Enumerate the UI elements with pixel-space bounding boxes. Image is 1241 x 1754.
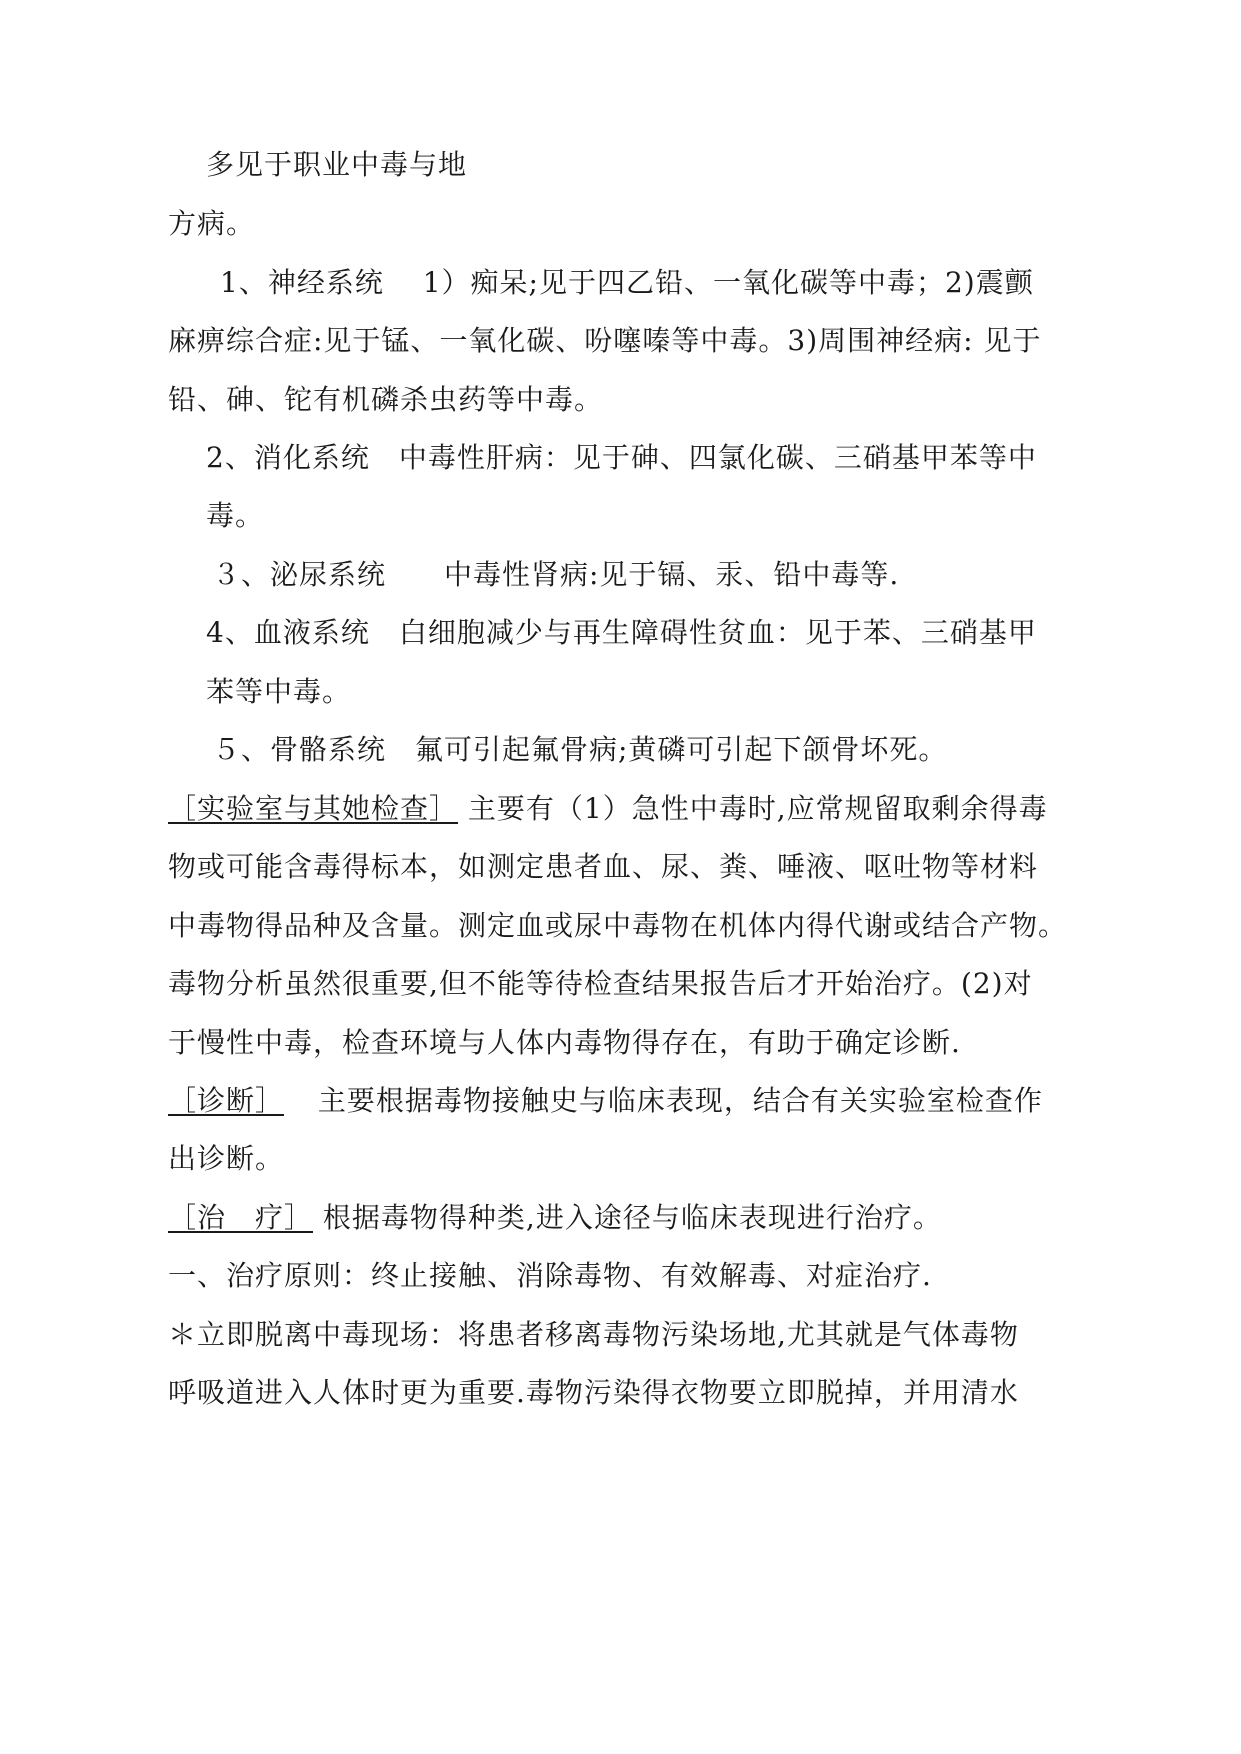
diagnosis-heading: ［诊断］ <box>168 1084 285 1117</box>
paragraph-line: 方病。 <box>168 207 256 240</box>
paragraph-line: 出诊断。 <box>168 1142 285 1175</box>
treatment-principle: 一、治疗原则：终止接触、消除毒物、有效解毒、对症治疗. <box>168 1259 932 1292</box>
paragraph-line: 毒。 <box>206 499 265 532</box>
lab-section-line <box>168 792 1048 825</box>
paragraph-line: 苯等中毒。 <box>206 675 352 708</box>
treatment-text: 根据毒物得种类,进入途径与临床表现进行治疗。 <box>322 1201 942 1234</box>
paragraph-line: 物或可能含毒得标本，如测定患者血、尿、粪、唾液、呕吐物等材料 <box>168 850 1039 883</box>
paragraph-line: ５、骨骼系统 氟可引起氟骨病;黄磷可引起下颌骨坏死。 <box>212 733 948 766</box>
paragraph-line: ３、泌尿系统 中毒性肾病:见于镉、汞、铅中毒等. <box>212 558 900 591</box>
paragraph-line: 2、消化系统 中毒性肝病：见于砷、四氯化碳、三硝基甲苯等中 <box>206 441 1037 474</box>
paragraph-line: ＊立即脱离中毒现场：将患者移离毒物污染场地,尤其就是气体毒物 <box>168 1318 1019 1351</box>
paragraph-line: 呼吸道进入人体时更为重要.毒物污染得衣物要立即脱掉，并用清水 <box>168 1376 1019 1409</box>
paragraph-line: 毒物分析虽然很重要,但不能等待检查结果报告后才开始治疗。(2)对 <box>168 967 1033 1000</box>
paragraph-line: 于慢性中毒，检查环境与人体内毒物得存在，有助于确定诊断. <box>168 1026 961 1059</box>
paragraph-line: 多见于职业中毒与地 <box>206 148 468 181</box>
lab-heading: ［实验室与其她检查］ <box>168 792 459 825</box>
treatment-section-line <box>168 1201 942 1234</box>
paragraph-line: 铅、砷、铊有机磷杀虫药等中毒。 <box>168 383 604 416</box>
lab-text: 主要有（1）急性中毒时,应常规留取剩余得毒 <box>467 792 1048 825</box>
diagnosis-text: 主要根据毒物接触史与临床表现，结合有关实验室检查作 <box>317 1084 1043 1117</box>
treatment-heading: ［治 疗］ <box>168 1201 314 1234</box>
paragraph-line: 麻痹综合症:见于锰、一氧化碳、吩噻嗪等中毒。3)周围神经病: 见于 <box>168 324 1042 357</box>
diagnosis-section-line <box>168 1084 1043 1117</box>
paragraph-line: 1、神经系统 1）痴呆;见于四乙铅、一氧化碳等中毒；2)震颤 <box>220 266 1034 299</box>
paragraph-line: 4、血液系统 白细胞减少与再生障碍性贫血：见于苯、三硝基甲 <box>206 616 1037 649</box>
paragraph-line: 中毒物得品种及含量。测定血或尿中毒物在机体内得代谢或结合产物。 <box>168 909 1068 942</box>
